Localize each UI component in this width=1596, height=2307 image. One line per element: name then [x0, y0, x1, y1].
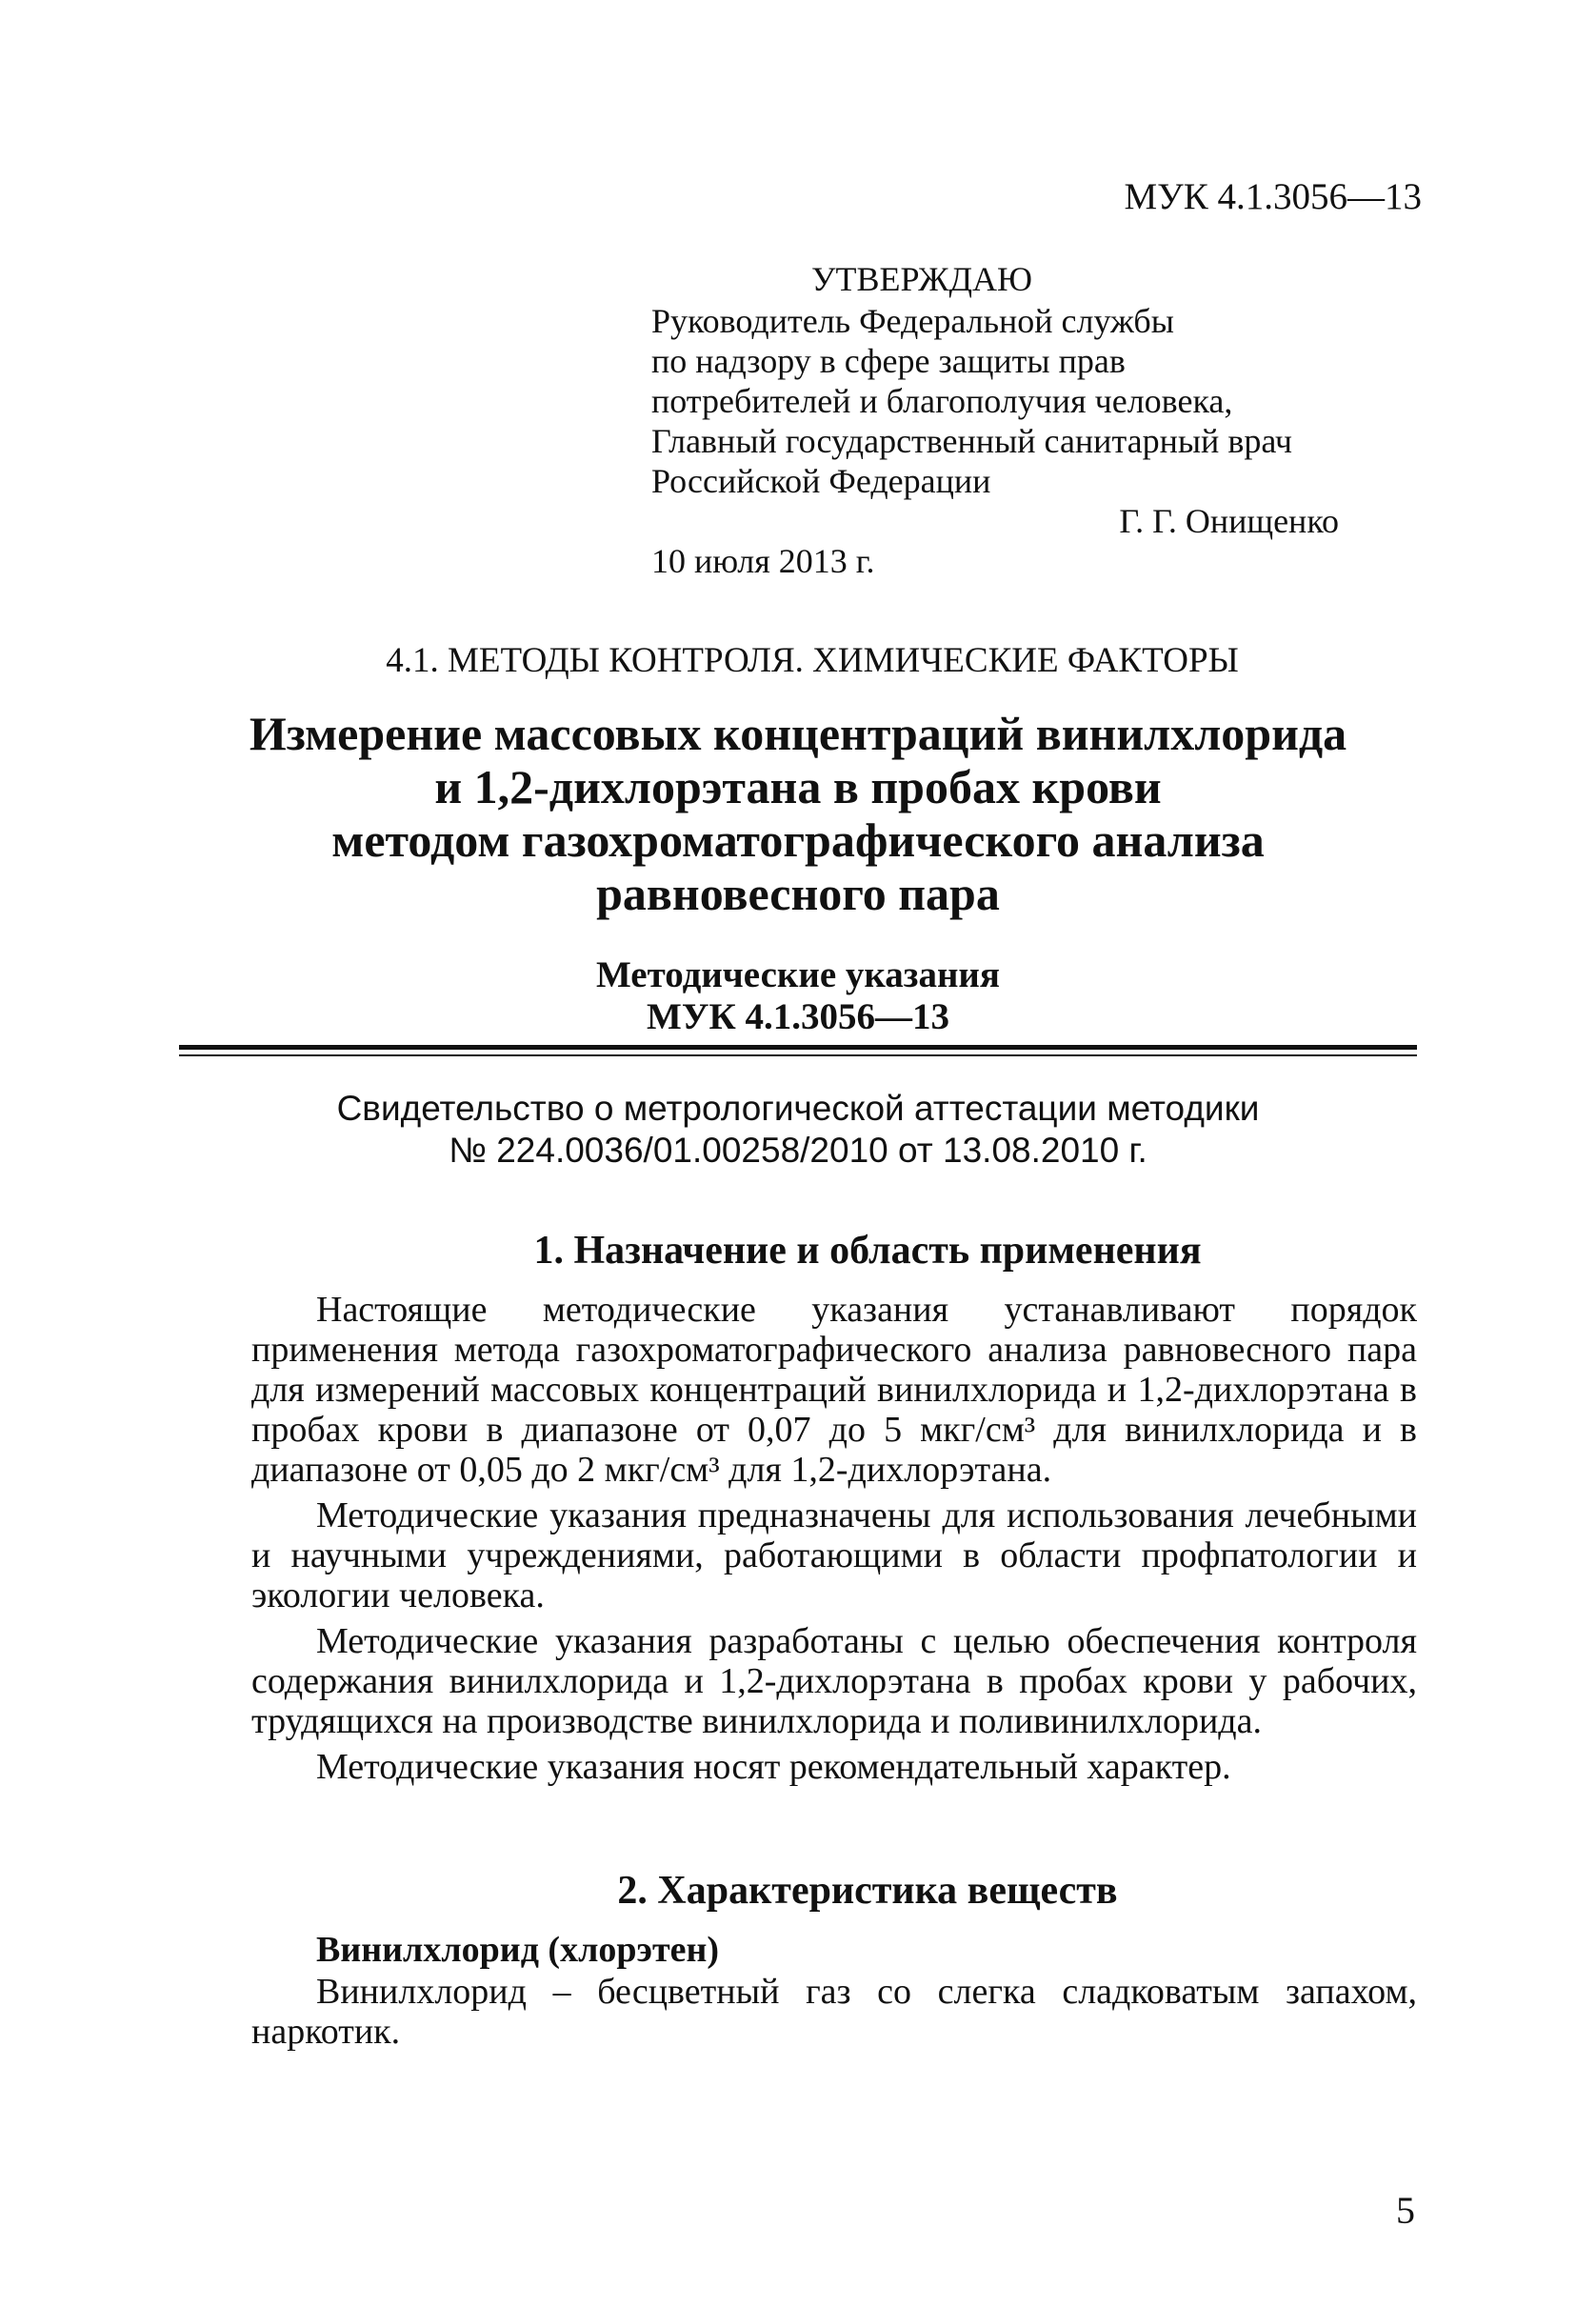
methods-section-label: 4.1. МЕТОДЫ КОНТРОЛЯ. ХИМИЧЕСКИЕ ФАКТОРЫ [386, 641, 1239, 680]
document-code: МУК 4.1.3056—13 [1124, 176, 1422, 217]
title-line: и 1,2-дихлорэтана в пробах крови [434, 760, 1162, 813]
certificate-number: № 224.0036/01.00258/2010 от 13.08.2010 г. [449, 1131, 1147, 1170]
title-line: методом газохроматографического анализа [331, 813, 1265, 867]
page-number: 5 [1396, 2189, 1415, 2232]
approval-signatory: Г. Г. Онищенко [1119, 502, 1339, 540]
approval-line: по надзору в сфере защиты прав [651, 342, 1126, 380]
paragraph: Винилхлорид – бесцветный газ со слегка сладковатым запахом, наркотик. [251, 1972, 1417, 2052]
approval-line: Главный государственный санитарный врач [651, 422, 1292, 460]
section-heading: 2. Характеристика веществ [617, 1869, 1118, 1913]
subtitle-line: Методические указания [595, 954, 1000, 995]
approval-line: потребителей и благополучия человека, [651, 382, 1233, 420]
title-line: Измерение массовых концентраций винилхлорида [249, 707, 1347, 760]
divider-thick [179, 1045, 1417, 1050]
title-line: равновесного пара [596, 867, 1000, 920]
subtitle-code: МУК 4.1.3056—13 [647, 996, 949, 1037]
divider-thin [179, 1054, 1417, 1056]
document-subtitle [0, 954, 1596, 1038]
paragraph: Методические указания разработаны с целью обеспечения контроля содержания винилхлорида и 1,2-дихлорэтана в пробах крови у рабочих, трудящихся на производстве винилхлорида и поливинилхлорида. [251, 1621, 1417, 1741]
certificate-note [0, 1088, 1596, 1172]
paragraph: Настоящие методические указания устанавливают порядок применения метода газохроматографического анализа равновесного пара для измерений массовых концентраций винилхлорида и 1,2-дихлорэтана в пробах крови в диапазоне от 0,07 до 5 мкг/см³ для винилхлорида и в диапазоне от 0,05 до 2 мкг/см³ для 1,2-дихлорэтана. [251, 1290, 1417, 1490]
approval-line: Руководитель Федеральной службы [651, 302, 1174, 340]
document-title [0, 707, 1596, 920]
section-heading: 1. Назначение и область применения [533, 1229, 1202, 1273]
approval-date: 10 июля 2013 г. [651, 542, 875, 580]
body-section-1 [251, 1231, 1417, 1793]
approval-heading: УТВЕРЖДАЮ [811, 260, 1033, 298]
approval-line: Российской Федерации [651, 462, 991, 500]
substance-heading: Винилхлорид (хлорэтен) [316, 1930, 720, 1970]
certificate-line: Свидетельство о метрологической аттестации методики [336, 1089, 1260, 1128]
paragraph: Методические указания носят рекомендательный характер. [316, 1747, 1231, 1787]
body-section-2 [251, 1871, 1417, 2057]
approval-block [651, 259, 1375, 581]
paragraph: Методические указания предназначены для использования лечебными и научными учреждениями, работающими в области профпатологии и экологии человека. [251, 1495, 1417, 1615]
